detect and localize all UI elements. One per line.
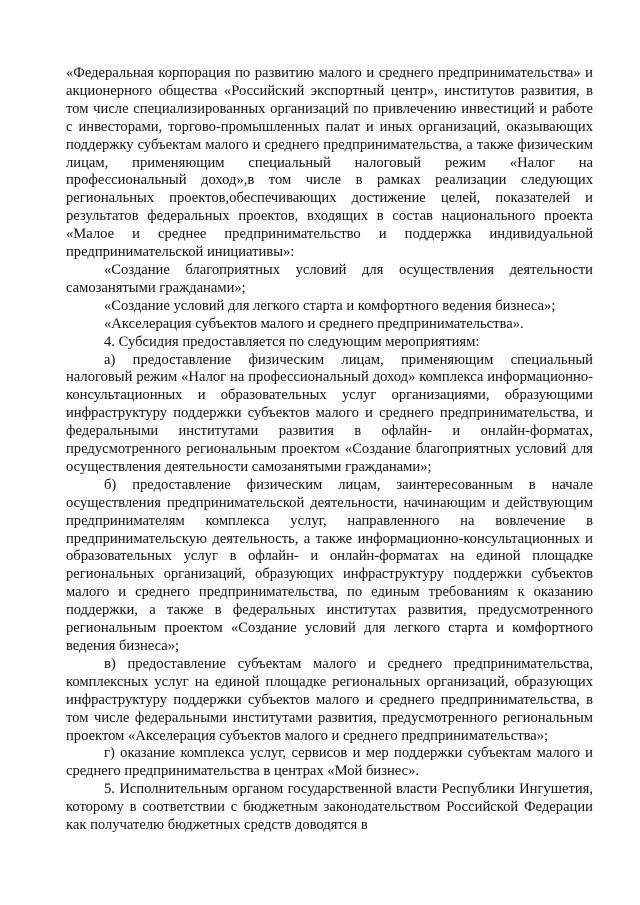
paragraph-project-2: «Создание условий для легкого старта и комфортного ведения бизнеса»;: [104, 297, 556, 314]
paragraph-project-3: «Акселерация субъектов малого и среднего предпринимательства».: [104, 315, 524, 332]
paragraph-section-5: 5. Исполнительным органом государственной власти Республики Ингушетия, которому в соответствии с бюджетным законодательством Российской Федерации как получателю бюджетных средств доводятся в: [66, 781, 593, 834]
document-page: [66, 65, 593, 835]
paragraph-item-b: б) предоставление физическим лицам, заинтересованным в начале осуществления предпринимательской деятельности, начинающим и действующим предпринимателям комплекса услуг, направленного на вовлечение в предпринимательскую деятельность, а также информационно-консультационных и образовательных услуг в офлайн- и онлайн-форматах на единой площадке региональных организаций, образующих инфраструктуру поддержки субъектов малого и среднего предпринимательства, по единым требованиям к оказанию поддержки, а также в федеральных институтах развития, предусмотренного региональным проектом «Создание условий для легкого старта и комфортного ведения бизнеса»;: [66, 476, 593, 654]
paragraph-project-1: «Создание благоприятных условий для осуществления деятельности самозанятыми гражданами»;: [66, 261, 593, 296]
paragraph-item-g: г) оказание комплекса услуг, сервисов и мер поддержки субъектам малого и среднего предпринимательства в центрах «Мой бизнес».: [66, 745, 593, 780]
paragraph-section-4: 4. Субсидия предоставляется по следующим мероприятиям:: [104, 333, 480, 350]
paragraph-intro: «Федеральная корпорация по развитию малого и среднего предпринимательства» и акционерного общества «Российский экспортный центр», институтов развития, в том числе специализированных организаций по привлечению инвестиций и работе с инвесторами, торгово-промышленных палат и иных организаций, оказывающих поддержку субъектам малого и среднего предпринимательства, а также физическим лицам, применяющим специальный налоговый режим «Налог на профессиональный доход»,в том числе в рамках реализации следующих региональных проектов,обеспечивающих достижение целей, показателей и результатов федеральных проектов, входящих в состав национального проекта «Малое и среднее предпринимательство и поддержка индивидуальной предпринимательской инициативы»:: [66, 65, 593, 261]
paragraph-item-v: в) предоставление субъектам малого и среднего предпринимательства, комплексных услуг на единой площадке региональных организаций, образующих инфраструктуру поддержки субъектов малого и среднего предпринимательства, в том числе федеральными институтами развития, предусмотренного региональным проектом «Акселерация субъектов малого и среднего предпринимательства»;: [66, 655, 593, 744]
paragraph-item-a: а) предоставление физическим лицам, применяющим специальный налоговый режим «Налог на профессиональный доход» комплекса информационно-консультационных и образовательных услуг организациями, образующими инфраструктуру поддержки субъектов малого и среднего предпринимательства, и федеральными институтами развития в офлайн- и онлайн-форматах, предусмотренного региональным проектом «Создание благоприятных условий для осуществления деятельности самозанятыми гражданами»;: [66, 351, 593, 475]
